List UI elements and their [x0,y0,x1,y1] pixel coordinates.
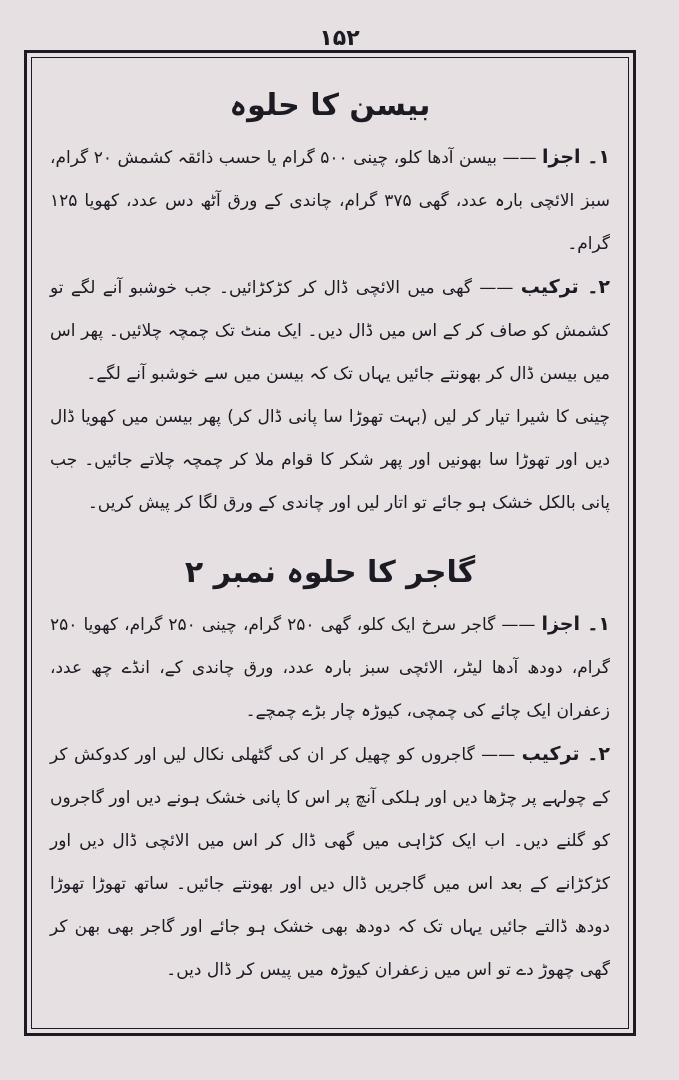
method-text: —— گھی میں الائچی ڈال کر کڑکڑائیں۔ جب خوشبو آنے لگے تو کشمش کو صاف کر کے اس میں ڈال دیں۔ ایک منٹ تک چمچہ چلائیں۔ پھر اس میں بیسن ڈال کر بھونتے جائیں یہاں تک کہ بیسن میں سے خوشبو آنے لگے۔ [50,278,610,384]
ingredients-paragraph [50,136,610,266]
page-number: ۱۵۲ [319,26,360,51]
method-paragraph [50,733,610,992]
method-label: ۲۔ ترکیب [521,743,610,765]
ingredients-paragraph [50,603,610,733]
ingredients-label: ۱۔ اجزا [542,146,610,168]
ingredients-label: ۱۔ اجزا [541,613,610,635]
ingredients-text: —— بیسن آدھا کلو، چینی ۵۰۰ گرام یا حسب ذائقہ کشمش ۲۰ گرام، سبز الائچی بارہ عدد، گھی ۳۷۵ گرام، چاندی کے ورق آٹھ دس عدد، کھویا ۱۲۵ گرام۔ [50,148,611,254]
method-continued-paragraph: چینی کا شیرا تیار کر لیں (بہت تھوڑا سا پانی ڈال کر) پھر بیسن میں کھویا ڈال دیں اور تھوڑا سا بھونیں اور پھر شکر کا قوام ملا کر چمچہ چلاتے جائیں۔ جب پانی بالکل خشک ہو جائے تو اتار لیں اور چاندی کے ورق لگا کر پیش کریں۔ [50,407,610,513]
ingredients-text: —— گاجر سرخ ایک کلو، گھی ۲۵۰ گرام، چینی ۲۵۰ گرام، کھویا ۲۵۰ گرام، دودھ آدھا لیٹر، الائچی سبز بارہ عدد، ورق چاندی کے، انڈے چھ عدد، زعفران ایک چائے کی چمچی، کیوڑہ چار بڑے چمچے۔ [50,615,610,721]
method-paragraph [50,266,610,396]
method-text: —— گاجروں کو چھیل کر ان کی گٹھلی نکال لیں اور کدوکش کر کے چولہے پر چڑھا دیں اور ہلکی آنچ پر اس کا پانی خشک ہونے دیں اور گاجروں کو گلنے دیں۔ اب ایک کڑاہی میں گھی ڈال کر اس میں الائچی ڈال دیں اور کڑکڑانے کے بعد اس میں گاجریں ڈال دیں اور بھونتے جائیں۔ ساتھ تھوڑا تھوڑا دودھ ڈالتے جائیں یہاں تک کہ دودھ بھی خشک ہو جائے اور گاجر بھی بھن کر گھی چھوڑ دے تو اس میں زعفران کیوڑہ میں پیس کر ڈال دیں۔ [50,745,610,980]
method-label: ۲۔ ترکیب [520,276,611,298]
recipe-title-besan-halwa: بیسن کا حلوہ [229,88,431,123]
content-frame [31,57,629,1029]
recipe-title-gajar-halwa: گاجر کا حلوہ نمبر ۲ [184,555,476,590]
